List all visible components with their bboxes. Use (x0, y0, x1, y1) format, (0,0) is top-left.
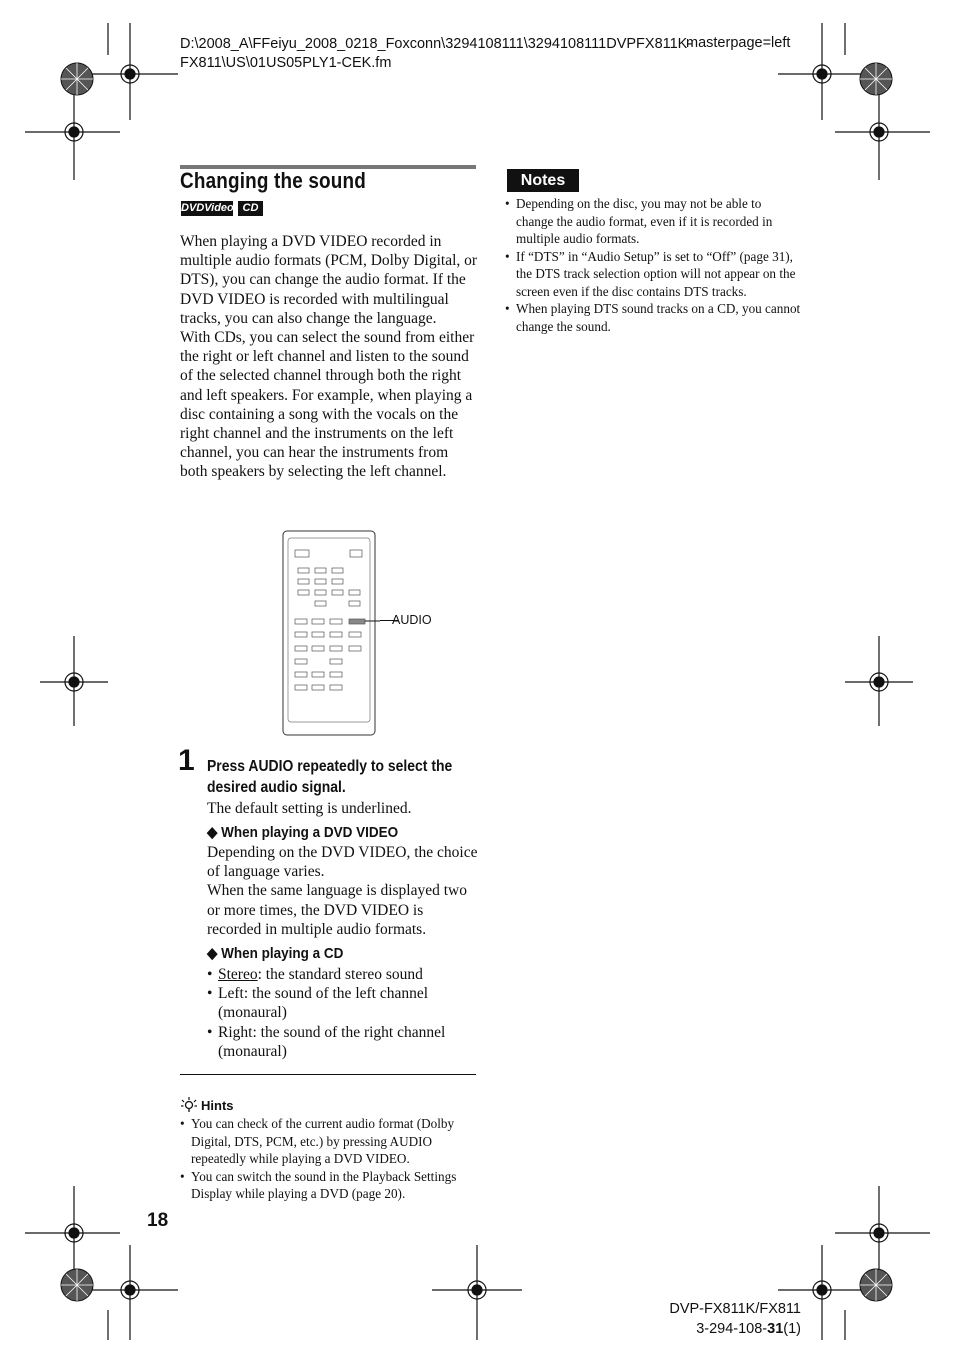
step-number: 1 (178, 744, 195, 777)
footer-model: DVP-FX811K/FX811 (669, 1301, 801, 1317)
header-path-line1: D:\2008_A\FFeiyu_2008_0218_Foxconn\3294108111\3294108111DVPFX811K- (180, 36, 693, 52)
dvd-text-1: Depending on the DVD VIDEO, the choice of language varies. (207, 844, 478, 881)
list-item: • If “DTS” in “Audio Setup” is set to “Off” (page 31), the DTS track selection option will not appear on the screen even if the disc contains DTS tracks. (505, 248, 801, 301)
page-number: 18 (147, 1210, 169, 1231)
dvd-text-2: When the same language is displayed two or more times, the DVD VIDEO is recorded in multiple audio formats. (207, 882, 467, 938)
remote-control-illustration (280, 530, 380, 736)
list-item: • Right: the sound of the right channel (monaural) (207, 1023, 475, 1061)
dvd-video-badge: DVDVideo (181, 202, 234, 214)
audio-callout-label: AUDIO (392, 613, 432, 627)
step-heading: Press AUDIO repeatedly to select the desired audio signal. (207, 758, 453, 796)
section-title: Changing the sound (180, 168, 366, 193)
paragraph-cd: With CDs, you can select the sound from either the right or left channel and listen to the sound of the selected channel through both the right and left speakers. For example, when playing a disc containing a song with the vocals on the right channel and the instruments on the left channel, you can hear the instruments from both speakers by selecting the left channel. (180, 329, 475, 481)
footer-code-prefix: 3-294-108- (696, 1321, 768, 1337)
stereo-desc: : the standard stereo sound (257, 966, 423, 983)
dvd-subheading (207, 823, 398, 841)
hints-divider (180, 1074, 476, 1075)
list-item: • You can switch the sound in the Playback Settings Display while playing a DVD (page 20). (180, 1168, 478, 1203)
list-item (207, 965, 475, 984)
header-master-page: masterpage=left (686, 35, 791, 51)
cd-subheading-text: When playing a CD (221, 945, 344, 962)
footer-code-suffix: (1) (783, 1321, 801, 1337)
paragraph-dvd: When playing a DVD VIDEO recorded in multiple audio formats (PCM, Dolby Digital, or DTS), you can change the audio format. If the DVD VIDEO is recorded with multilingual tracks, you can also change the language. (180, 233, 478, 327)
step-default-note: The default setting is underlined. (207, 800, 412, 817)
header-path-line2: FX811\US\01US05PLY1-CEK.fm (180, 55, 392, 71)
footer-model-info (669, 1299, 801, 1339)
dvd-subheading-text: When playing a DVD VIDEO (221, 824, 399, 841)
list-item: • Depending on the disc, you may not be able to change the audio format, even if it is recorded in multiple audio formats. (505, 195, 801, 248)
list-item: • Left: the sound of the left channel (monaural) (207, 984, 475, 1022)
cd-subheading (207, 944, 343, 962)
stereo-default: Stereo (218, 966, 258, 983)
notes-badge: Notes (507, 169, 579, 192)
diamond-icon: ◆ (207, 824, 222, 841)
list-item: • When playing DTS sound tracks on a CD, you cannot change the sound. (505, 300, 801, 335)
hints-list (180, 1115, 478, 1203)
list-item: • You can check of the current audio format (Dolby Digital, DTS, PCM, etc.) by pressing AUDIO repeatedly while playing a DVD VIDEO. (180, 1115, 478, 1168)
cd-options-list (207, 965, 475, 1061)
hints-title: Hints (201, 1098, 234, 1113)
footer-code-bold: 31 (767, 1321, 784, 1337)
notes-list (505, 195, 801, 335)
lightbulb-icon (181, 1097, 197, 1113)
dvd-description (207, 843, 479, 939)
footer-code (669, 1319, 801, 1339)
diamond-icon: ◆ (207, 945, 222, 962)
cd-badge: CD (238, 201, 263, 216)
intro-paragraph (180, 232, 478, 482)
